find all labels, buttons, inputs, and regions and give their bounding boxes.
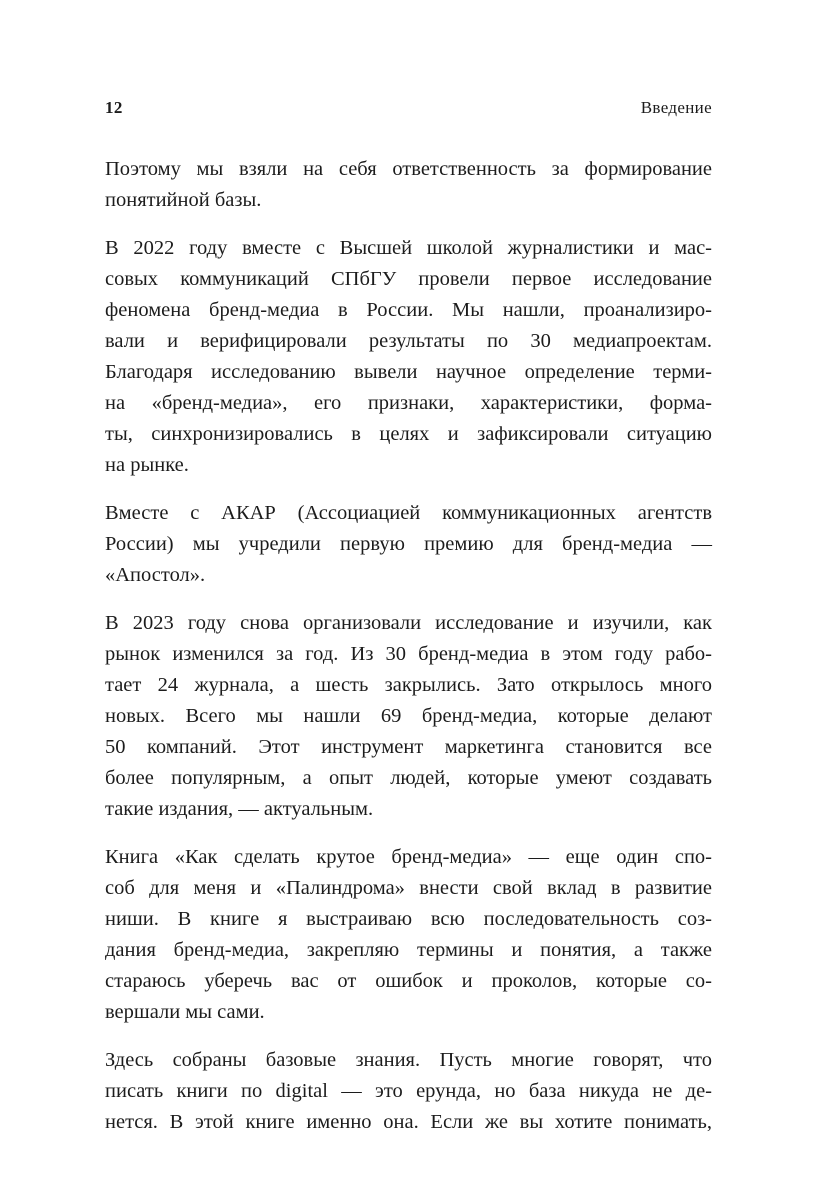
text-line: феномена бренд-медиа в России. Мы нашли, проанализиро- bbox=[105, 299, 712, 321]
text-line: рынок изменился за год. Из 30 бренд-медиа в этом году рабо- bbox=[105, 643, 712, 665]
page-header bbox=[105, 98, 712, 118]
text-line: на рынке. bbox=[105, 454, 189, 476]
text-line: «Апостол». bbox=[105, 564, 206, 586]
paragraph bbox=[105, 233, 712, 481]
paragraph bbox=[105, 842, 712, 1028]
text-line: Поэтому мы взяли на себя ответственность за формирование bbox=[105, 158, 712, 180]
running-title: Введение bbox=[640, 98, 712, 117]
text-line: такие издания, — актуальным. bbox=[105, 798, 374, 820]
text-line: вали и верифицировали результаты по 30 медиапроектам. bbox=[105, 330, 712, 352]
text-line: Книга «Как сделать крутое бренд-медиа» — еще один спо- bbox=[105, 846, 712, 868]
text-line: Благодаря исследованию вывели научное определение терми- bbox=[105, 361, 712, 383]
page-body bbox=[105, 154, 712, 1138]
text-line: писать книги по digital — это ерунда, но база никуда не де- bbox=[105, 1080, 712, 1102]
text-line: совых коммуникаций СПбГУ провели первое исследование bbox=[105, 268, 712, 290]
text-line: более популярным, а опыт людей, которые умеют создавать bbox=[105, 767, 712, 789]
paragraph bbox=[105, 1045, 712, 1138]
text-line: В 2023 году снова организовали исследование и изучили, как bbox=[105, 612, 712, 634]
text-line: ниши. В книге я выстраиваю всю последовательность соз- bbox=[105, 908, 712, 930]
paragraph bbox=[105, 498, 712, 591]
text-line: стараюсь уберечь вас от ошибок и проколов, которые со- bbox=[105, 970, 712, 992]
paragraph bbox=[105, 608, 712, 825]
text-line: тает 24 журнала, а шесть закрылись. Зато открылось много bbox=[105, 674, 712, 696]
text-line: на «бренд-медиа», его признаки, характеристики, форма- bbox=[105, 392, 712, 414]
paragraph bbox=[105, 154, 712, 216]
text-line: Вместе с АКАР (Ассоциацией коммуникационных агентств bbox=[105, 502, 712, 524]
text-line: новых. Всего мы нашли 69 бренд-медиа, которые делают bbox=[105, 705, 712, 727]
text-line: 50 компаний. Этот инструмент маркетинга становится все bbox=[105, 736, 712, 758]
page-number: 12 bbox=[105, 98, 123, 117]
text-line: России) мы учредили первую премию для бренд-медиа — bbox=[105, 533, 712, 555]
text-line: понятийной базы. bbox=[105, 189, 262, 211]
text-line: нется. В этой книге именно она. Если же вы хотите понимать, bbox=[105, 1111, 712, 1133]
text-line: вершали мы сами. bbox=[105, 1001, 265, 1023]
text-line: дания бренд-медиа, закрепляю термины и понятия, а также bbox=[105, 939, 712, 961]
text-line: В 2022 году вместе с Высшей школой журналистики и мас- bbox=[105, 237, 712, 259]
text-line: Здесь собраны базовые знания. Пусть многие говорят, что bbox=[105, 1049, 712, 1071]
text-line: соб для меня и «Палиндрома» внести свой вклад в развитие bbox=[105, 877, 712, 899]
text-line: ты, синхронизировались в целях и зафиксировали ситуацию bbox=[105, 423, 712, 445]
